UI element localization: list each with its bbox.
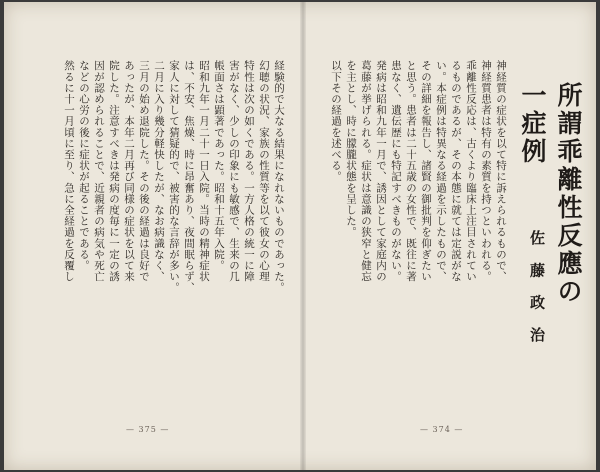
text-line: 葛藤が挙げられる。症状は意識の狭窄と健忘 — [360, 60, 372, 282]
text-line: を主とし、時に朦朧状態を呈した。 — [345, 60, 357, 238]
text-line: 発病は昭和九年一月で、誘因として家庭内の — [375, 60, 387, 282]
text-line: 乖離性反応は、古くより臨床上注目されてい — [465, 60, 477, 282]
page-number-value: 374 — [432, 425, 451, 434]
text-line: 三月の始め退院した。その後の経過は良好で — [138, 60, 150, 282]
text-line: 昭和九年一月二十一日入院。当時の精神症状 — [198, 60, 210, 282]
text-line: 以下その経過を述べる。 — [330, 60, 342, 183]
text-line: 患なく、遺伝歴にも特記すべきものがない。 — [390, 60, 402, 282]
page-number: — 374 — — [420, 425, 464, 434]
page-number-value: 375 — [138, 425, 157, 434]
text-line: 神経質の症状を以て特に訴えられるもので、 — [495, 60, 507, 282]
text-line: 神経質患者は特有の素質を持つといわれる。 — [480, 60, 492, 282]
book-spread — [4, 2, 596, 470]
text-line: は、不安、焦燥、時に昂奮あり、夜間眠らず、 — [183, 60, 195, 294]
text-line: 帳面さは顕著であった。昭和十五年入院。 — [213, 60, 225, 271]
text-line: 特性は次の如くである。一方人格の統一に障 — [243, 60, 255, 282]
right-page — [306, 2, 596, 470]
text-line: 院した。注意すべきは発病の度毎に一定の誘 — [108, 60, 120, 282]
text-line: 二月に入り幾分軽快したが、なお病識なく、 — [153, 60, 165, 282]
text-line: い。本症例は特異なる経過を示したもので、 — [435, 60, 447, 282]
page-number: — 375 — — [126, 425, 170, 434]
article-title: 所謂乖離性反應の一症例 — [518, 82, 583, 306]
text-line: 経験的で大なる結果になれないものであった。 — [273, 60, 285, 294]
left-page — [4, 2, 300, 470]
text-line: その詳細を報告し、諸賢の御批判を仰ぎたい — [420, 60, 432, 282]
text-line: などの心労の後に症状が起ることである。 — [78, 60, 90, 271]
text-line: 家人に対して猜疑的で、被害的な言辞が多い。 — [168, 60, 180, 294]
text-line: 害がなく、少しの印象にも敏感で、生来の几 — [228, 60, 240, 282]
text-line: るものであるが、その本態に就ては定説がな — [450, 60, 462, 282]
article-author: 佐 藤 政 治 — [528, 230, 546, 348]
text-line: と思う。患者は二十五歳の女性で、既往に著 — [405, 60, 417, 282]
text-line: 幻聴の状況、家族の性質等を以て彼女の心理 — [258, 60, 270, 282]
text-line: 因が認められることで、近親者の病気や死亡 — [93, 60, 105, 282]
text-line: あったが、本年二月再び同様の症状を以て来 — [123, 60, 135, 282]
left-page-body — [34, 60, 286, 400]
right-page-body — [318, 60, 508, 400]
text-line: 然るに十一月頃に至り、急に全経過を反覆し — [63, 60, 75, 282]
